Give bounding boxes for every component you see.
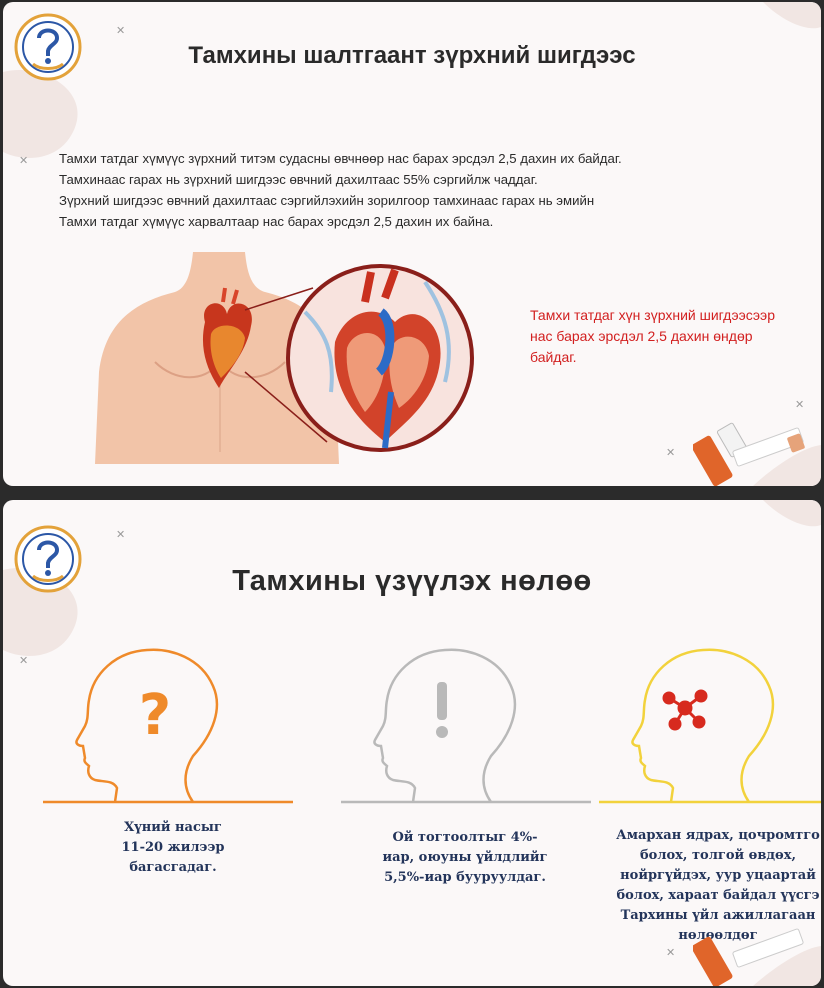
caption-line: Амархан ядрах, цочромтго	[616, 828, 820, 843]
caption-line: 11-20 жилээр	[121, 840, 225, 855]
cigarette-icon	[693, 908, 821, 986]
caption-line: нойргүйдэх, уур уцаартай	[620, 868, 816, 883]
effect-caption	[103, 818, 243, 878]
caption-line: Хүний насыг	[124, 820, 222, 835]
info-line: Зүрхний шигдээс өвчний дахилтаас сэргийлэхийн зорилгоор тамхинаас гарах нь эмийн	[59, 193, 595, 208]
caption-line: болох, толгой өвдөх,	[640, 848, 796, 863]
decor-x: ✕	[19, 655, 29, 667]
caption-line: иар, оюуны үйлдлийг	[382, 850, 548, 865]
decor-blob	[723, 500, 821, 560]
info-line: Тамхи татдаг хүмүүс харвалтаар нас барах эрсдэл 2,5 дахин их байна.	[59, 214, 494, 229]
heart-anatomy-icon	[95, 252, 475, 464]
caption-line: багасгадаг.	[129, 860, 217, 875]
head-outline-icon	[599, 648, 821, 808]
molecule-icon	[664, 691, 706, 729]
info-line: Тамхинаас гарах нь зүрхний шигдээс өвчний дахилтаас 55% сэргийлж чаддаг.	[59, 172, 538, 187]
head-outline-icon	[341, 648, 601, 808]
page-title: Тамхины шалтгаант зүрхний шигдээс	[188, 42, 636, 69]
info-paragraph	[59, 148, 759, 232]
decor-x: ✕	[116, 529, 126, 541]
question-icon: ?	[138, 683, 172, 748]
exclamation-icon	[437, 682, 447, 720]
decor-x: ✕	[795, 399, 805, 411]
decor-x: ✕	[666, 947, 676, 959]
slide-effects	[3, 500, 821, 986]
caption-line: 5,5%-иар бууруулдаг.	[384, 870, 546, 885]
caption-line: нөлөөлдөг	[678, 928, 758, 943]
highlight-text: Тамхи татдаг хүн зүрхний шигдээсээр нас барах эрсдэл 2,5 дахин өндөр байдаг.	[530, 307, 775, 365]
info-line: Тамхи татдаг хүмүүс зүрхний титэм судасны өвчнөөр нас барах эрсдэл 2,5 дахин их байдаг.	[59, 151, 622, 166]
decor-x: ✕	[19, 155, 29, 167]
slide-heart-attack	[3, 2, 821, 486]
cigarette-icon	[693, 407, 821, 486]
decor-x: ✕	[116, 25, 126, 37]
caption-line: Тархины үйл ажиллагаан	[620, 908, 816, 923]
caption-line: болох, хараат байдал үүсгэ	[616, 888, 820, 903]
effect-caption	[375, 828, 555, 888]
caption-line: Ой тогтоолтыг 4%-	[392, 830, 538, 845]
page-title: Тамхины үзүүлэх нөлөө	[232, 565, 592, 597]
decor-x: ✕	[666, 447, 676, 459]
head-outline-icon	[43, 648, 303, 808]
